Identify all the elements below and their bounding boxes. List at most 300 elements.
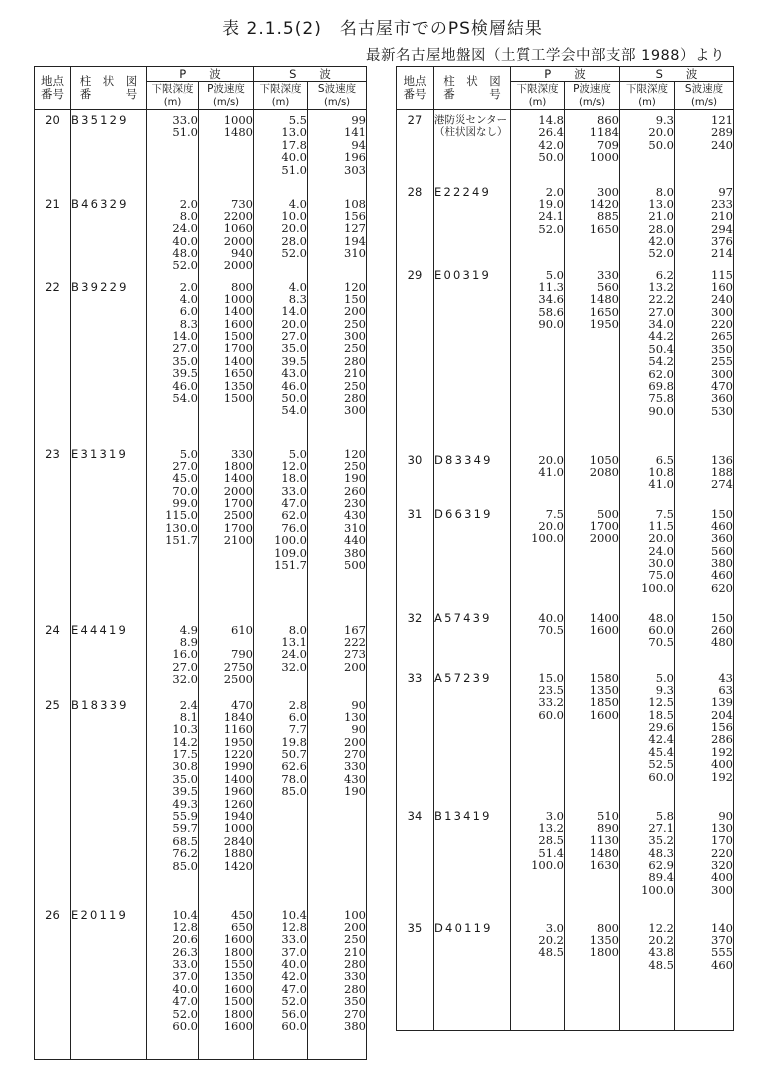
- value: 274: [711, 477, 733, 492]
- value: 250: [344, 341, 366, 356]
- value: 32.0: [281, 659, 307, 674]
- table-row: [35, 620, 367, 695]
- value: 1800: [223, 1006, 253, 1021]
- value: 5.0: [655, 670, 674, 685]
- value: 190: [344, 784, 366, 799]
- value: 8.0: [655, 184, 674, 199]
- value: 460: [711, 518, 733, 533]
- value: 300: [711, 882, 733, 897]
- s-depth-cell: [620, 918, 675, 1031]
- value: 17.5: [172, 747, 198, 762]
- value: 130.0: [165, 520, 198, 535]
- s-depth-header: 下限深度 (m): [620, 82, 675, 110]
- value: 1700: [223, 520, 253, 535]
- p-velocity-cell: [565, 918, 620, 1031]
- value: 50.0: [648, 137, 674, 152]
- value: 140: [711, 920, 733, 935]
- value: 230: [344, 496, 366, 511]
- point-number: 34: [397, 806, 434, 918]
- value: 34.6: [538, 292, 564, 307]
- boring-label: B39229: [71, 279, 129, 294]
- value: 210: [344, 366, 366, 381]
- value: 20.2: [648, 932, 674, 947]
- value: 39.5: [281, 353, 307, 368]
- value: 430: [344, 771, 366, 786]
- value: 270: [344, 1006, 366, 1021]
- value: 19.8: [281, 734, 307, 749]
- value: 40.0: [281, 957, 307, 972]
- value: 300: [344, 403, 366, 418]
- value: 24.0: [281, 647, 307, 662]
- boring-label: B35129: [71, 113, 129, 127]
- value: 1000: [223, 113, 253, 127]
- value: 350: [344, 994, 366, 1009]
- point-number: 35: [397, 918, 434, 1031]
- value: 28.0: [648, 221, 674, 236]
- value: 94: [351, 137, 366, 152]
- value: 2840: [223, 833, 253, 848]
- value: 52.0: [281, 994, 307, 1009]
- table-row: [397, 265, 734, 450]
- value: 1000: [223, 821, 253, 836]
- value: 130: [344, 709, 366, 724]
- value: 15.0: [538, 670, 564, 685]
- value: 1800: [223, 458, 253, 473]
- boring-label: E44419: [71, 622, 129, 637]
- value: 99.0: [172, 496, 198, 511]
- value: 380: [344, 545, 366, 560]
- s-velocity-cell: [675, 182, 734, 265]
- value: 76.2: [172, 846, 198, 861]
- value: 709: [597, 137, 619, 152]
- value: 90: [718, 808, 733, 823]
- value: 1600: [223, 981, 253, 996]
- p-depth-cell: [511, 918, 565, 1031]
- value: 5.0: [179, 446, 198, 461]
- p-depth-cell: [147, 620, 199, 695]
- point-number: 21: [35, 194, 71, 277]
- value: 310: [344, 520, 366, 535]
- point-no-header: 地点 番号: [397, 67, 434, 110]
- value: 58.6: [538, 304, 564, 319]
- p-velocity-cell: [565, 182, 620, 265]
- value: 13.2: [648, 279, 674, 294]
- value: 14.0: [281, 304, 307, 319]
- value: 8.9: [179, 634, 198, 649]
- value: 17.8: [281, 137, 307, 152]
- value: 200: [344, 734, 366, 749]
- value: 273: [344, 647, 366, 662]
- value: 85.0: [281, 784, 307, 799]
- value: 450: [231, 907, 253, 922]
- value: 33.0: [281, 483, 307, 498]
- value: 8.3: [179, 316, 198, 331]
- s-velocity-header: S波速度 (m/s): [308, 82, 367, 110]
- table-row: [397, 918, 734, 1031]
- table-row: [35, 905, 367, 1060]
- value: 885: [597, 209, 619, 224]
- value: 33.0: [281, 932, 307, 947]
- value: 480: [711, 635, 733, 650]
- value: 260: [344, 483, 366, 498]
- value: 151.7: [165, 533, 198, 548]
- p-velocity-cell: [565, 608, 620, 668]
- value: 1350: [589, 682, 619, 697]
- value: 47.0: [281, 981, 307, 996]
- value: 300: [711, 366, 733, 381]
- value: 29.6: [648, 720, 674, 735]
- value: 19.0: [538, 196, 564, 211]
- s-velocity-cell: [675, 504, 734, 608]
- p-wave-header: P 波: [511, 67, 620, 82]
- value: 12.8: [172, 919, 198, 934]
- value: 100.0: [641, 882, 674, 897]
- value: 300: [344, 329, 366, 344]
- p-depth-cell: [511, 608, 565, 668]
- value: 76.0: [281, 520, 307, 535]
- value: 200: [344, 659, 366, 674]
- value: 220: [711, 845, 733, 860]
- value: 1400: [223, 471, 253, 486]
- value: 46.0: [281, 378, 307, 393]
- s-depth-cell: [620, 265, 675, 450]
- value: 1950: [589, 317, 619, 332]
- value: 28.0: [281, 233, 307, 248]
- value: 1350: [223, 969, 253, 984]
- value: 60.0: [648, 622, 674, 637]
- value: 1400: [589, 610, 619, 625]
- value: 2.0: [545, 184, 564, 199]
- value: 250: [344, 316, 366, 331]
- value: 18.0: [281, 471, 307, 486]
- table-row: [35, 110, 367, 194]
- value: 54.0: [281, 403, 307, 418]
- table-row: [397, 608, 734, 668]
- p-depth-cell: [147, 277, 199, 444]
- value: 108: [344, 196, 366, 211]
- value: 45.4: [648, 744, 674, 759]
- value: 50.7: [281, 747, 307, 762]
- value: 35.0: [172, 353, 198, 368]
- boring-number: [434, 806, 511, 918]
- p-velocity-cell: [199, 444, 254, 620]
- p-velocity-header: P波速度 (m/s): [565, 82, 620, 110]
- value: 330: [231, 446, 253, 461]
- value: 39.5: [172, 784, 198, 799]
- value: 1630: [589, 858, 619, 873]
- value: 1500: [223, 329, 253, 344]
- value: 150: [711, 610, 733, 625]
- value: 400: [711, 870, 733, 885]
- value: 330: [597, 267, 619, 282]
- value: 6.5: [655, 452, 674, 467]
- table-row: [397, 110, 734, 182]
- value: 28.5: [538, 833, 564, 848]
- value: 35.2: [648, 833, 674, 848]
- value: 22.2: [648, 292, 674, 307]
- value: 170: [711, 833, 733, 848]
- value: 100.0: [274, 533, 307, 548]
- value: 1350: [223, 378, 253, 393]
- value: 194: [344, 233, 366, 248]
- value: 20.0: [648, 531, 674, 546]
- value: 13.1: [281, 634, 307, 649]
- value: 1480: [589, 845, 619, 860]
- value: 20.0: [281, 221, 307, 236]
- s-velocity-cell: [308, 194, 367, 277]
- value: 214: [711, 246, 733, 261]
- p-depth-cell: [511, 806, 565, 918]
- point-number: 31: [397, 504, 434, 608]
- boring-number: [434, 110, 511, 182]
- value: 8.0: [179, 208, 198, 223]
- value: 60.0: [538, 707, 564, 722]
- s-depth-cell: [254, 620, 308, 695]
- value: 60.0: [648, 769, 674, 784]
- value: 286: [711, 732, 733, 747]
- value: 280: [344, 981, 366, 996]
- boring-number: [71, 905, 147, 1060]
- value: 196: [344, 150, 366, 165]
- value: 23.5: [538, 682, 564, 697]
- point-number: 22: [35, 277, 71, 444]
- value: 9.3: [655, 113, 674, 127]
- p-velocity-cell: [565, 668, 620, 806]
- value: 48.5: [648, 957, 674, 972]
- value: 460: [711, 957, 733, 972]
- boring-no-header: 柱 状 図 番 号: [434, 67, 511, 110]
- boring-label: E22249: [434, 184, 492, 199]
- value: 222: [344, 634, 366, 649]
- s-velocity-cell: [308, 444, 367, 620]
- value: 156: [711, 720, 733, 735]
- value: 34.0: [648, 317, 674, 332]
- s-depth-cell: [254, 905, 308, 1060]
- value: 2100: [223, 533, 253, 548]
- value: 204: [711, 707, 733, 722]
- p-depth-cell: [147, 194, 199, 277]
- value: 121: [711, 113, 733, 127]
- s-velocity-cell: [675, 806, 734, 918]
- value: 141: [344, 125, 366, 140]
- value: 860: [597, 113, 619, 127]
- value: 1800: [223, 944, 253, 959]
- s-velocity-cell: [675, 110, 734, 182]
- value: 20.6: [172, 932, 198, 947]
- value: 120: [344, 446, 366, 461]
- p-depth-header: 下限深度 (m): [511, 82, 565, 110]
- value: 280: [344, 391, 366, 406]
- value: 260: [711, 622, 733, 637]
- value: 220: [711, 317, 733, 332]
- value: 376: [711, 234, 733, 249]
- value: 1480: [589, 292, 619, 307]
- value: 54.2: [648, 354, 674, 369]
- value: 3.0: [545, 808, 564, 823]
- boring-number: [434, 918, 511, 1031]
- value: 16.0: [172, 647, 198, 662]
- value: 51.4: [538, 845, 564, 860]
- value: 78.0: [281, 771, 307, 786]
- p-depth-cell: [511, 110, 565, 182]
- value: 430: [344, 508, 366, 523]
- s-depth-cell: [254, 695, 308, 905]
- value: 2.0: [179, 196, 198, 211]
- value: 100.0: [641, 580, 674, 595]
- value: 192: [711, 769, 733, 784]
- value: 1000: [223, 291, 253, 306]
- value: 1000: [589, 150, 619, 165]
- value: 59.7: [172, 821, 198, 836]
- boring-number: [71, 444, 147, 620]
- s-depth-cell: [620, 504, 675, 608]
- table-row: [35, 444, 367, 620]
- value: 43.0: [281, 366, 307, 381]
- point-number: 27: [397, 110, 434, 182]
- value: 48.0: [648, 610, 674, 625]
- boring-label: B13419: [434, 808, 492, 823]
- value: 1700: [589, 518, 619, 533]
- value: 240: [711, 137, 733, 152]
- value: 1880: [223, 846, 253, 861]
- value: 1500: [223, 391, 253, 406]
- p-velocity-cell: [565, 806, 620, 918]
- value: 52.0: [281, 246, 307, 261]
- boring-label: E00319: [434, 267, 492, 282]
- point-number: 32: [397, 608, 434, 668]
- value: 1650: [589, 304, 619, 319]
- value: 42.0: [648, 234, 674, 249]
- value: 33.0: [172, 957, 198, 972]
- value: 1400: [223, 771, 253, 786]
- s-velocity-cell: [308, 620, 367, 695]
- value: 14.0: [172, 329, 198, 344]
- boring-number: [434, 182, 511, 265]
- point-number: 29: [397, 265, 434, 450]
- value: 37.0: [281, 944, 307, 959]
- value: 190: [344, 471, 366, 486]
- value: 44.2: [648, 329, 674, 344]
- boring-label: A57239: [434, 670, 492, 685]
- value: 85.0: [172, 858, 198, 873]
- value: 1700: [223, 496, 253, 511]
- value: 1600: [223, 1019, 253, 1034]
- value: 13.0: [648, 196, 674, 211]
- table-row: [35, 695, 367, 905]
- value: 2080: [589, 464, 619, 479]
- boring-label: D83349: [434, 452, 493, 467]
- value: 35.0: [281, 341, 307, 356]
- value: 12.2: [648, 920, 674, 935]
- value: 2200: [223, 208, 253, 223]
- value: 30.0: [648, 556, 674, 571]
- value: 20.0: [281, 316, 307, 331]
- value: 43: [718, 670, 733, 685]
- value: 9.3: [655, 682, 674, 697]
- value: 89.4: [648, 870, 674, 885]
- value: 52.0: [172, 1006, 198, 1021]
- value: 90: [351, 722, 366, 737]
- point-number: 20: [35, 110, 71, 194]
- value: 100.0: [531, 531, 564, 546]
- value: 1960: [223, 784, 253, 799]
- value: 48.3: [648, 845, 674, 860]
- value: 52.0: [538, 221, 564, 236]
- value: 890: [597, 820, 619, 835]
- value: 2000: [223, 258, 253, 273]
- value: 120: [344, 279, 366, 294]
- p-depth-cell: [147, 444, 199, 620]
- value: 10.8: [648, 464, 674, 479]
- value: 280: [344, 353, 366, 368]
- value: 48.0: [172, 246, 198, 261]
- value: 1400: [223, 353, 253, 368]
- value: 115.0: [165, 508, 198, 523]
- value: 27.1: [648, 820, 674, 835]
- value: 555: [711, 945, 733, 960]
- value: 139: [711, 695, 733, 710]
- value: 8.3: [288, 291, 307, 306]
- value: 5.8: [655, 808, 674, 823]
- point-number: 24: [35, 620, 71, 695]
- value: 210: [711, 209, 733, 224]
- value: 800: [231, 279, 253, 294]
- value: 27.0: [172, 659, 198, 674]
- p-velocity-cell: [565, 265, 620, 450]
- value: 62.0: [281, 508, 307, 523]
- value: 52.0: [172, 258, 198, 273]
- value: 460: [711, 568, 733, 583]
- value: 270: [344, 747, 366, 762]
- value: 27.0: [648, 304, 674, 319]
- point-no-header: 地点 番号: [35, 67, 71, 110]
- s-velocity-cell: [675, 668, 734, 806]
- boring-label: D66319: [434, 506, 493, 521]
- value: 650: [231, 919, 253, 934]
- value: 4.0: [179, 291, 198, 306]
- value: 1480: [223, 125, 253, 140]
- table-row: [397, 806, 734, 918]
- s-depth-cell: [620, 110, 675, 182]
- value: 13.2: [538, 820, 564, 835]
- value: 45.0: [172, 471, 198, 486]
- value: 1184: [589, 125, 619, 140]
- value: 470: [711, 379, 733, 394]
- point-number: 23: [35, 444, 71, 620]
- value: 620: [711, 580, 733, 595]
- value: 210: [344, 944, 366, 959]
- value: 24.1: [538, 209, 564, 224]
- value: 20.0: [538, 452, 564, 467]
- boring-number: [434, 668, 511, 806]
- value: 52.0: [648, 246, 674, 261]
- value: 360: [711, 531, 733, 546]
- value: 35.0: [172, 771, 198, 786]
- value: 3.0: [545, 920, 564, 935]
- value: 11.5: [648, 518, 674, 533]
- p-velocity-cell: [199, 695, 254, 905]
- value: 68.5: [172, 833, 198, 848]
- value: 5.0: [545, 267, 564, 282]
- value: 151.7: [274, 558, 307, 573]
- value: 790: [231, 647, 253, 662]
- s-velocity-cell: [308, 695, 367, 905]
- value: 160: [711, 279, 733, 294]
- value: 4.0: [288, 196, 307, 211]
- s-depth-cell: [620, 608, 675, 668]
- value: 4.9: [179, 622, 198, 637]
- table-row: [35, 194, 367, 277]
